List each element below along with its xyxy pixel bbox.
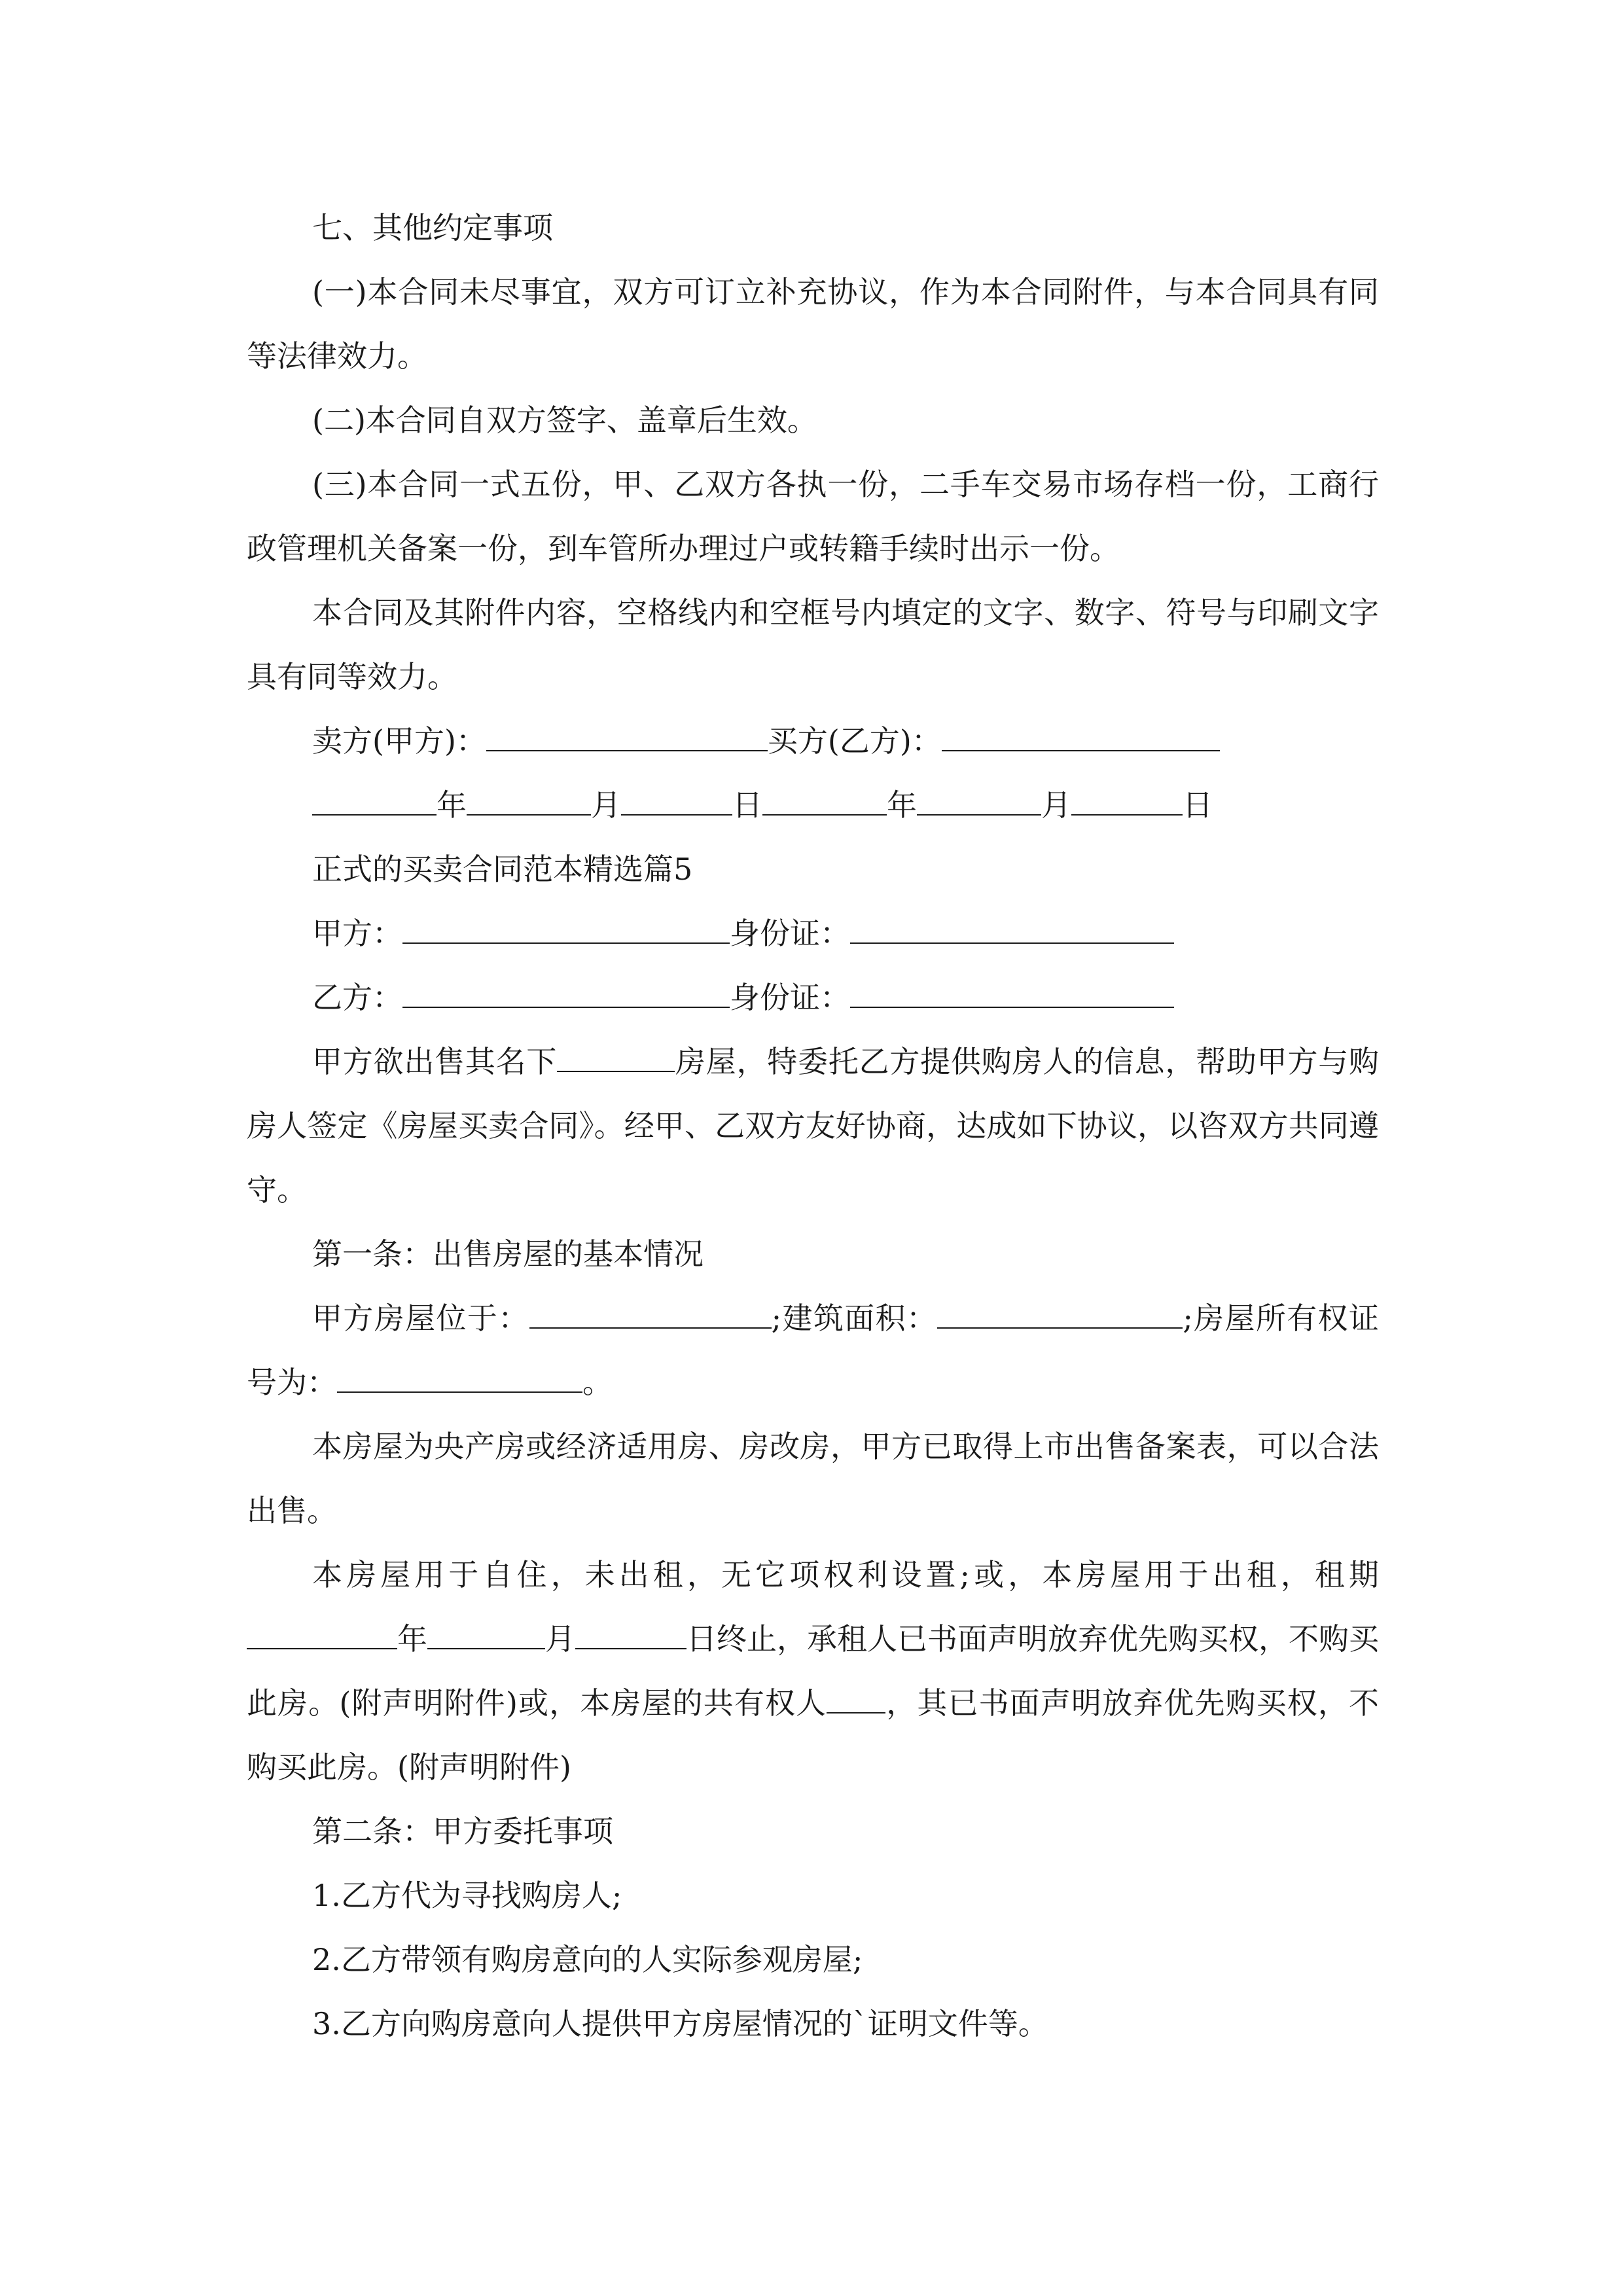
template-title: 正式的买卖合同范本精选篇5 [312, 852, 693, 887]
use-part2: 日终止，承租人已书面声明放弃优先购买权，不购买此房。(附声明附件)或，本房屋的共有权人 [247, 1621, 1379, 1721]
area-label: ;建筑面积： [771, 1300, 938, 1336]
month-label: 月 [1041, 787, 1071, 823]
clause-paragraph: (二)本合同自双方签字、盖章后生效。 [312, 403, 817, 438]
year-label: 年 [437, 787, 467, 823]
buyer-label: 买方(乙方)： [767, 723, 942, 759]
intro-part2: 房屋，特委托乙方提供购房人的信息，帮助甲方与购房人签定《房屋买卖合同》。经甲、乙双方友好协商，达成如下协议，以咨双方共同遵守。 [247, 1044, 1380, 1208]
month-blank[interactable] [467, 788, 591, 816]
signature-line [247, 709, 1379, 773]
lease-day-blank[interactable] [575, 1622, 687, 1649]
intro-paragraph [247, 1030, 1379, 1222]
use-part3: ，其已书面声明放弃优先购买权，不购买此房。(附声明附件) [247, 1685, 1379, 1785]
cert-end: 。 [582, 1365, 613, 1400]
party-b-blank[interactable] [402, 980, 730, 1008]
list-item: 3.乙方向购房意向人提供甲方房屋情况的`证明文件等。 [312, 2006, 1048, 2041]
seller-blank[interactable] [486, 724, 768, 751]
day-label: 日 [1183, 787, 1213, 823]
day-blank[interactable] [621, 788, 732, 816]
use-year-label: 年 [397, 1621, 427, 1657]
year-label: 年 [887, 787, 917, 823]
type-paragraph: 本房屋为央产房或经济适用房、房改房，甲方已取得上市出售备案表，可以合法出售。 [247, 1429, 1379, 1528]
document-body [247, 196, 1379, 2056]
month-label: 月 [591, 787, 621, 823]
co-owner-blank[interactable] [827, 1686, 885, 1713]
cert-label: ;房屋所有权证号为： [247, 1300, 1380, 1400]
location-blank[interactable] [529, 1301, 772, 1329]
day-blank[interactable] [1071, 788, 1183, 816]
house-name-blank[interactable] [557, 1045, 675, 1072]
party-b-label: 乙方： [312, 980, 402, 1015]
party-a-label: 甲方： [312, 916, 402, 951]
buyer-blank[interactable] [942, 724, 1220, 751]
area-blank[interactable] [937, 1301, 1183, 1329]
use-part1: 本房屋用于自住，未出租，无它项权利设置;或，本房屋用于出租，租期 [312, 1557, 1379, 1592]
cert-blank[interactable] [337, 1365, 582, 1393]
clause-paragraph: (一)本合同未尽事宜，双方可订立补充协议，作为本合同附件，与本合同具有同等法律效力。 [247, 274, 1379, 374]
lease-month-blank[interactable] [427, 1622, 545, 1649]
id-label: 身份证： [730, 916, 850, 951]
party-a-line [247, 901, 1379, 965]
day-label: 日 [732, 787, 762, 823]
party-b-id-blank[interactable] [850, 980, 1174, 1008]
article-heading: 第二条：甲方委托事项 [312, 1814, 613, 1849]
year-blank[interactable] [762, 788, 887, 816]
section-heading: 七、其他约定事项 [312, 210, 553, 245]
intro-part1: 甲方欲出售其名下 [312, 1044, 558, 1079]
date-line [247, 773, 1379, 837]
location-label: 甲方房屋位于： [312, 1300, 529, 1336]
list-item: 2.乙方带领有购房意向的人实际参观房屋; [312, 1942, 863, 1977]
list-item: 1.乙方代为寻找购房人; [312, 1878, 622, 1913]
year-blank[interactable] [312, 788, 437, 816]
party-a-blank[interactable] [402, 916, 730, 944]
use-paragraph [247, 1543, 1379, 1799]
party-b-line [247, 965, 1379, 1030]
seller-label: 卖方(甲方)： [312, 723, 486, 759]
article-heading: 第一条：出售房屋的基本情况 [312, 1236, 704, 1272]
id-label: 身份证： [730, 980, 850, 1015]
clause-paragraph: (三)本合同一式五份，甲、乙双方各执一份，二手车交易市场存档一份，工商行政管理机关备案一份，到车管所办理过户或转籍手续时出示一份。 [247, 467, 1379, 566]
party-a-id-blank[interactable] [850, 916, 1174, 944]
lease-year-blank[interactable] [247, 1622, 397, 1649]
clause-paragraph: 本合同及其附件内容，空格线内和空框号内填定的文字、数字、符号与印刷文字具有同等效力。 [247, 595, 1379, 694]
month-blank[interactable] [917, 788, 1041, 816]
use-month-label: 月 [545, 1621, 575, 1657]
location-paragraph [247, 1286, 1379, 1414]
